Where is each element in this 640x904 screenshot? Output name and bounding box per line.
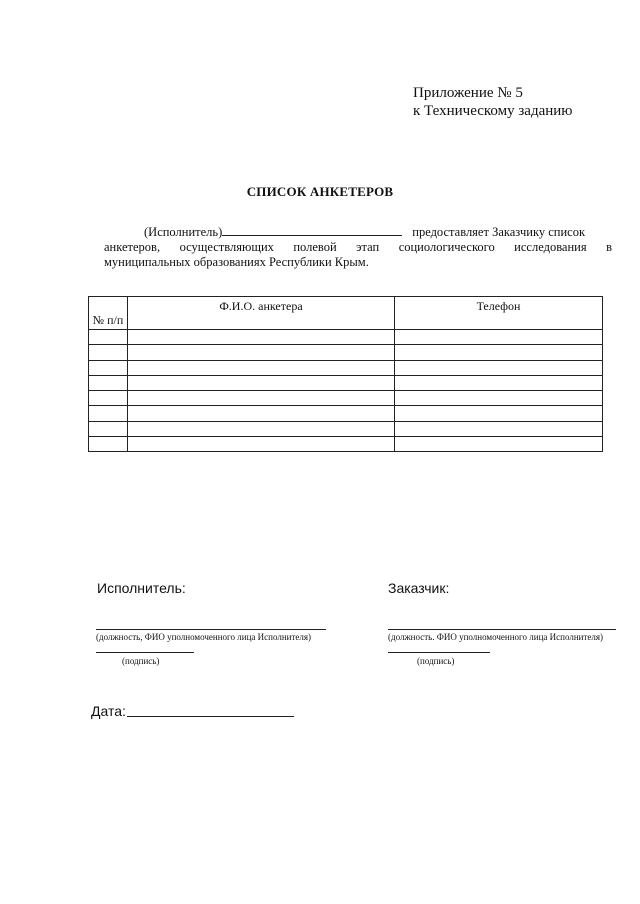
- executor-position-line[interactable]: [96, 629, 326, 630]
- column-header-phone: Телефон: [395, 297, 603, 330]
- table-row: [89, 391, 603, 406]
- intro-word: в: [606, 240, 612, 254]
- table-cell[interactable]: [89, 330, 128, 345]
- table-cell[interactable]: [128, 437, 395, 452]
- intro-paragraph: [104, 224, 612, 270]
- intro-line-3: муниципальных образованиях Республики Крым.: [104, 255, 369, 269]
- table-row: [89, 437, 603, 452]
- table-cell[interactable]: [128, 391, 395, 406]
- table-cell[interactable]: [89, 421, 128, 436]
- table-cell[interactable]: [128, 345, 395, 360]
- table-row: [89, 360, 603, 375]
- table-row: [89, 345, 603, 360]
- column-header-name: Ф.И.О. анкетера: [128, 297, 395, 330]
- table-cell[interactable]: [395, 375, 603, 390]
- table-cell[interactable]: [89, 437, 128, 452]
- executor-signature-caption: (подпись): [122, 656, 160, 666]
- table-cell[interactable]: [89, 375, 128, 390]
- intro-word: социологического: [398, 240, 495, 254]
- intro-word: анкетеров,: [104, 240, 161, 254]
- table-row: [89, 375, 603, 390]
- customer-signature-caption: (подпись): [417, 656, 455, 666]
- table-cell[interactable]: [128, 406, 395, 421]
- table-row: [89, 406, 603, 421]
- page-title: СПИСОК АНКЕТЕРОВ: [246, 184, 394, 199]
- column-header-number: № п/п: [89, 297, 128, 330]
- appendix-line-1: Приложение № 5: [413, 85, 523, 101]
- appendix-line-2: к Техническому заданию: [413, 103, 573, 119]
- table-cell[interactable]: [89, 391, 128, 406]
- table-cell[interactable]: [89, 360, 128, 375]
- table-cell[interactable]: [395, 345, 603, 360]
- date-input-line[interactable]: [127, 716, 294, 717]
- table-cell[interactable]: [395, 421, 603, 436]
- table-cell[interactable]: [395, 330, 603, 345]
- table-header-row: [89, 297, 603, 330]
- intro-line-1: [104, 224, 612, 240]
- interviewers-table: [88, 296, 603, 452]
- intro-word: этап: [356, 240, 380, 254]
- appendix-note: [413, 84, 573, 120]
- table-row: [89, 421, 603, 436]
- intro-line-2: [104, 240, 612, 255]
- intro-word: исследования: [514, 240, 587, 254]
- table-cell[interactable]: [395, 406, 603, 421]
- customer-position-line[interactable]: [388, 629, 616, 630]
- customer-position-caption: (должность. ФИО уполномоченного лица Исполнителя): [388, 632, 604, 642]
- intro-prefix: (Исполнитель): [144, 225, 223, 239]
- executor-name-blank[interactable]: [222, 224, 402, 236]
- intro-suffix: предоставляет Заказчику список: [412, 225, 586, 239]
- table-cell[interactable]: [128, 360, 395, 375]
- date-label: Дата:: [91, 703, 126, 719]
- intro-word: осуществляющих: [179, 240, 274, 254]
- executor-label: Исполнитель:: [97, 580, 186, 596]
- table-cell[interactable]: [128, 375, 395, 390]
- customer-signature-line[interactable]: [388, 652, 490, 653]
- table-cell[interactable]: [395, 437, 603, 452]
- table-cell[interactable]: [395, 360, 603, 375]
- customer-label: Заказчик:: [388, 580, 450, 596]
- table-row: [89, 330, 603, 345]
- table-cell[interactable]: [395, 391, 603, 406]
- table-cell[interactable]: [89, 406, 128, 421]
- table-cell[interactable]: [128, 421, 395, 436]
- table-cell[interactable]: [128, 330, 395, 345]
- table-cell[interactable]: [89, 345, 128, 360]
- executor-position-caption: (должность, ФИО уполномоченного лица Исполнителя): [96, 632, 312, 642]
- executor-signature-line[interactable]: [96, 652, 194, 653]
- intro-word: полевой: [293, 240, 337, 254]
